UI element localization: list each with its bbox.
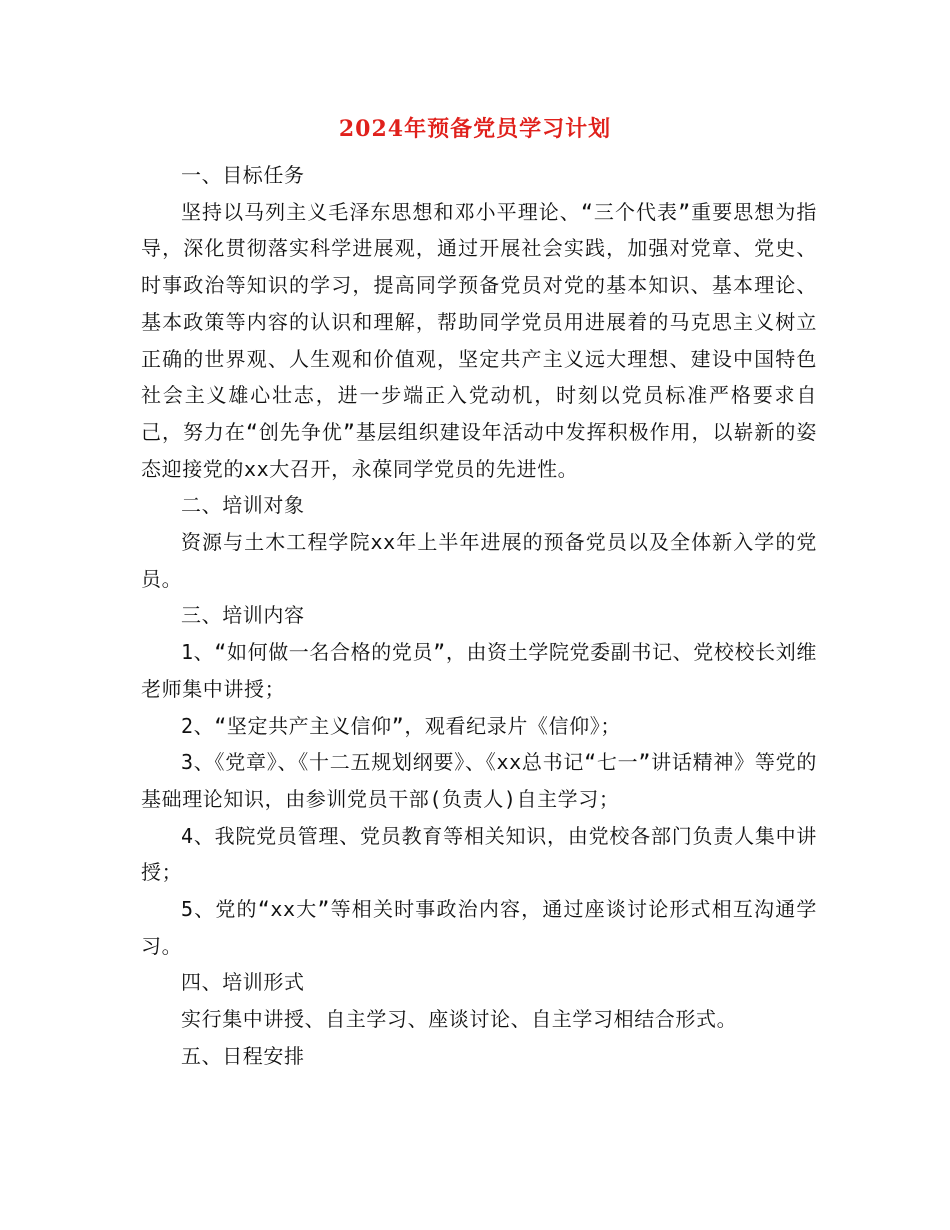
section-heading-schedule: 五、日程安排 bbox=[181, 1043, 305, 1068]
format-paragraph: 实行集中讲授、自主学习、座谈讨论、自主学习相结合形式。 bbox=[181, 1007, 738, 1032]
content-item-2: 2、“坚定共产主义信仰”，观看纪录片《信仰》； bbox=[181, 713, 621, 738]
section-heading-goals: 一、目标任务 bbox=[181, 163, 305, 187]
goals-paragraph: 坚持以马列主义毛泽东思想和邓小平理论、“三个代表”重要思想为指导，深化贯彻落实科学进展观，通过开展社会实践，加强对党章、党史、时事政治等知识的学习，提高同学预备党员对党的基本知识、基本理论、基本政策等内容的认识和理解，帮助同学党员用进展着的马克思主义树立正确的世界观、人生观和价值观，坚定共产主义远大理想、建设中国特色社会主义雄心壮志，进一步端正入党动机，时刻以党员标准严格要求自己，努力在“创先争优”基层组织建设年活动中发挥积极作用，以崭新的姿态迎接党的xx大召开，永葆同学党员的先进性。 bbox=[141, 199, 817, 481]
document-title: 2024年预备党员学习计划 bbox=[338, 116, 612, 142]
section-heading-format: 四、培训形式 bbox=[181, 970, 305, 995]
content-item-4: 4、我院党员管理、党员教育等相关知识，由党校各部门负责人集中讲授； bbox=[141, 823, 817, 885]
section-heading-content: 三、培训内容 bbox=[181, 603, 305, 628]
content-item-1: 1、“如何做一名合格的党员”，由资土学院党委副书记、党校校长刘维老师集中讲授； bbox=[141, 640, 817, 701]
section-heading-audience: 二、培训对象 bbox=[181, 493, 305, 518]
document-body bbox=[141, 157, 817, 1075]
content-item-3: 3、《党章》、《十二五规划纲要》、《xx总书记“七一”讲话精神》等党的基础理论知识，由参训党员干部(负责人)自主学习； bbox=[141, 750, 817, 811]
audience-paragraph: 资源与土木工程学院xx年上半年进展的预备党员以及全体新入学的党员。 bbox=[141, 530, 817, 591]
content-item-5: 5、党的“xx大”等相关时事政治内容，通过座谈讨论形式相互沟通学习。 bbox=[141, 897, 817, 958]
